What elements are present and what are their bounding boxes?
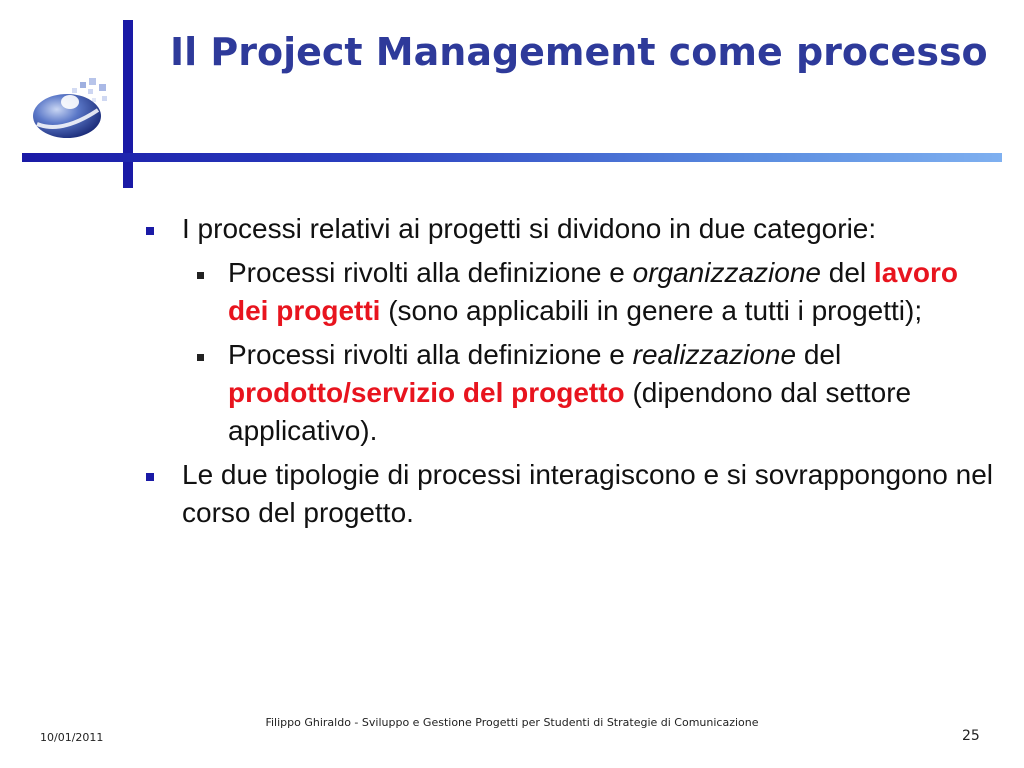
sub-text-emphasis: realizzazione	[632, 339, 797, 370]
sub-text-part: Processi rivolti alla definizione e	[228, 339, 633, 370]
bullet-text: I processi relativi ai progetti si dividono in due categorie:	[182, 213, 877, 244]
sub-text-part: (sono applicabili in genere a tutti i progetti);	[380, 295, 923, 326]
globe-logo-icon	[22, 68, 122, 148]
sub-text-highlight: prodotto/servizio del progetto	[228, 377, 625, 408]
square-bullet-icon	[146, 473, 154, 481]
sub-bullet-item	[140, 254, 1000, 330]
sub-text-part: Processi rivolti alla definizione e	[228, 257, 633, 288]
title-horizontal-bar	[22, 153, 1002, 162]
bullet-item	[140, 210, 1000, 248]
sub-text-part: del	[820, 257, 874, 288]
sub-text-highlight: lavoro dei progetti	[228, 257, 958, 326]
bullet-text: Le due tipologie di processi interagiscono e si sovrappongono nel corso del progetto.	[182, 459, 993, 528]
footer-credits: Filippo Ghiraldo - Sviluppo e Gestione Progetti per Studenti di Strategie di Comunicazione	[265, 716, 759, 729]
square-bullet-icon	[146, 227, 154, 235]
footer-date: 10/01/2011	[40, 731, 104, 744]
sub-bullet-item	[140, 336, 1000, 450]
sub-text-part: del	[796, 339, 842, 370]
page-number: 25	[962, 728, 980, 744]
square-bullet-icon	[197, 354, 204, 361]
sub-text-part: (dipendono dal settore applicativo).	[228, 377, 912, 446]
slide-title: Il Project Management come processo	[170, 30, 988, 74]
title-vertical-bar	[123, 20, 133, 188]
slide-body	[140, 210, 1000, 538]
bullet-item	[140, 456, 1000, 532]
sub-text-emphasis: organizzazione	[632, 257, 821, 288]
square-bullet-icon	[197, 272, 204, 279]
